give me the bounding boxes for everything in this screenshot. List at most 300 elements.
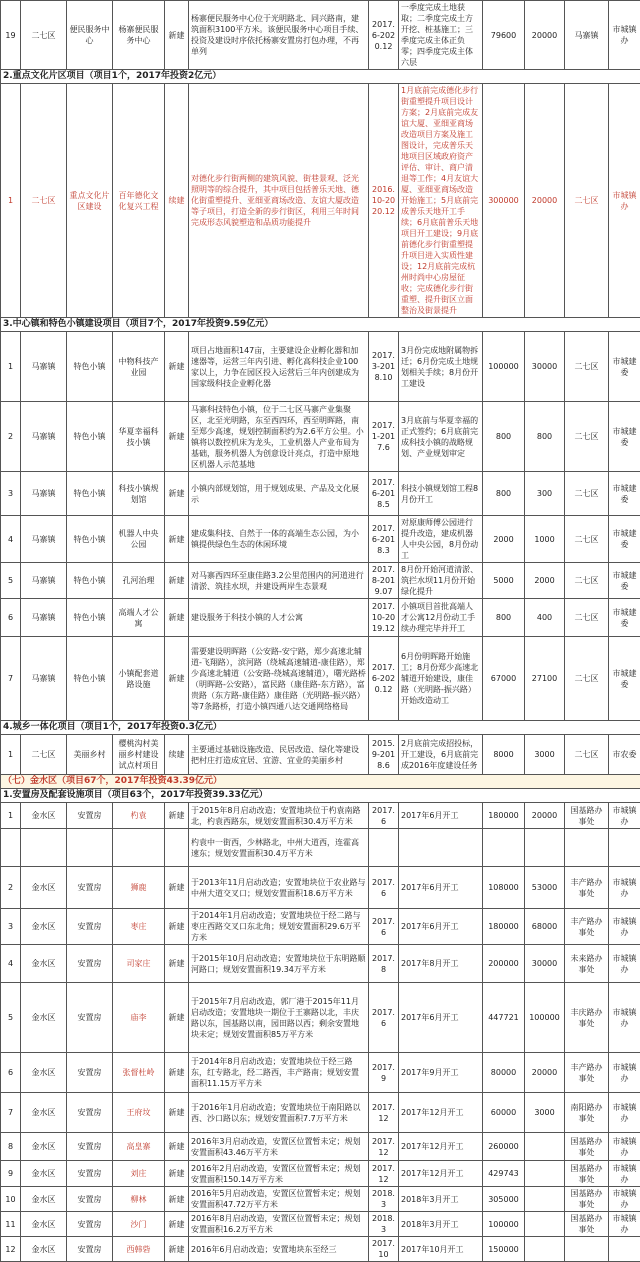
district: 二七区	[21, 735, 67, 775]
district: 金水区	[21, 867, 67, 909]
project-period: 2017.3-2018.10	[369, 332, 399, 402]
project-progress: 小镇项目首批高端人才公寓12月份动工手续办理完毕并开工	[399, 599, 483, 637]
project-content: 2016年5月启动改造，安置区位置暂未定；规划安置面积47.72万平方米	[189, 1187, 369, 1212]
project-progress: 6月份明晖路开始施工；8月份郑少高速北辅道开始建设，康佳路（光明路-振兴路）开始改造动工	[399, 637, 483, 721]
responsible-unit: 丰庆路办事处	[565, 983, 609, 1053]
lead-department: 市城镇办	[609, 1133, 640, 1161]
table-row	[1, 1093, 640, 1133]
project-content: 对马寨西四环至康佳路3.2公里范围内的河道进行清淤、筑挂水坝，并建设两岸生态景观	[189, 563, 369, 599]
district: 马寨镇	[21, 332, 67, 402]
project-period: 2017.6	[369, 909, 399, 945]
district: 二七区	[21, 84, 67, 318]
project-period: 2017.12	[369, 1161, 399, 1187]
row-no: 9	[1, 1161, 21, 1187]
total-investment: 100000	[483, 332, 525, 402]
project-period: 2017.6	[369, 803, 399, 829]
table-row	[1, 945, 640, 983]
project-progress: 2017年6月开工	[399, 983, 483, 1053]
build-status: 新建	[165, 1, 189, 70]
project-content: 2016年6月启动改造；安置地块东至经三	[189, 1237, 369, 1262]
project-progress: 2017年12月开工	[399, 1133, 483, 1161]
project-type: 特色小镇	[67, 472, 113, 516]
lead-department: 市城建委	[609, 599, 640, 637]
project-content: 于2015年10月启动改造；安置地块位于东明路顺河路口；规划安置面积19.34万平方米	[189, 945, 369, 983]
project-progress: 2017年10月开工	[399, 1237, 483, 1262]
project-type: 安置房	[67, 1133, 113, 1161]
district-header	[1, 775, 640, 789]
row-no: 2	[1, 867, 21, 909]
total-investment: 2000	[483, 516, 525, 563]
project-progress: 1月底前完成德化步行街重塑提升项目设计方案；2月底前完成友谊大厦、亚细亚商场改造项目方案及施工图设计，完成普乐天地项目区域政府资产评估、审计、商户清退等工作；4月友谊大厦、亚细亚商场改造开始施工；5月底前完成普乐天地开工手续；6月底前普乐天地项目开工建设；9月底前德化步行街重塑提升项目进入实质性建设；12月底前完成杭州时尚中心房屋征收；完成德化步行街重塑、提升街区立面整治及街景提升	[399, 84, 483, 318]
build-status: 新建	[165, 1212, 189, 1237]
project-type: 特色小镇	[67, 402, 113, 472]
responsible-unit: 国基路办事处	[565, 1187, 609, 1212]
table-row	[1, 909, 640, 945]
table-row	[1, 1161, 640, 1187]
row-no: 19	[1, 1, 21, 70]
project-period: 2017.10-2019.12	[369, 599, 399, 637]
project-period: 2017.10	[369, 1237, 399, 1262]
section-header	[1, 789, 640, 803]
total-investment: 60000	[483, 1093, 525, 1133]
district: 金水区	[21, 1187, 67, 1212]
table-row	[1, 84, 640, 318]
build-status: 续建	[165, 84, 189, 318]
project-content: 小镇内部规划馆，用于规划成果、产品及文化展示	[189, 472, 369, 516]
section-title: 3.中心镇和特色小镇建设项目（项目7个，2017年投资9.59亿元）	[1, 318, 640, 332]
district: 金水区	[21, 945, 67, 983]
project-period: 2017.6-2020.12	[369, 1, 399, 70]
project-period: 2017.6	[369, 867, 399, 909]
project-content: 杨寨便民服务中心位于光明路北、同兴路南，建筑面积3100平方米。该便民服务中心项目手续、投资及建设时序依托杨寨安置房打包办理，不再单列	[189, 1, 369, 70]
total-investment: 305000	[483, 1187, 525, 1212]
project-type: 特色小镇	[67, 516, 113, 563]
responsible-unit: 二七区	[565, 735, 609, 775]
project-progress: 2017年6月开工	[399, 867, 483, 909]
project-name: 科技小镇规划馆	[113, 472, 165, 516]
total-investment: 8000	[483, 735, 525, 775]
project-type: 特色小镇	[67, 563, 113, 599]
project-name: 小镇配套道路设施	[113, 637, 165, 721]
year-investment: 3000	[525, 1093, 565, 1133]
responsible-unit	[565, 829, 609, 867]
lead-department: 市城镇办	[609, 1187, 640, 1212]
year-investment: 2000	[525, 563, 565, 599]
row-no: 7	[1, 637, 21, 721]
project-period: 2017.6-2018.5	[369, 472, 399, 516]
district	[21, 829, 67, 867]
responsible-unit: 二七区	[565, 472, 609, 516]
build-status: 新建	[165, 563, 189, 599]
lead-department	[609, 829, 640, 867]
responsible-unit: 未来路办事处	[565, 945, 609, 983]
district: 马寨镇	[21, 402, 67, 472]
project-name: 沙门	[113, 1212, 165, 1237]
project-period: 2017.12	[369, 1133, 399, 1161]
project-type: 特色小镇	[67, 637, 113, 721]
district: 马寨镇	[21, 599, 67, 637]
total-investment: 429743	[483, 1161, 525, 1187]
project-name: 高皇寨	[113, 1133, 165, 1161]
total-investment: 67000	[483, 637, 525, 721]
lead-department: 市城建委	[609, 563, 640, 599]
build-status: 新建	[165, 1093, 189, 1133]
lead-department: 市农委	[609, 735, 640, 775]
year-investment: 3000	[525, 735, 565, 775]
project-name: 狮鹿	[113, 867, 165, 909]
year-investment	[525, 1133, 565, 1161]
row-no: 6	[1, 599, 21, 637]
project-progress: 3月底前与华夏幸福的正式签约；6月底前完成科技小镇的战略规划、产业规划审定	[399, 402, 483, 472]
total-investment: 100000	[483, 1212, 525, 1237]
table-row	[1, 1133, 640, 1161]
lead-department: 市城镇办	[609, 1, 640, 70]
project-progress	[399, 829, 483, 867]
project-period: 2016.10-2020.12	[369, 84, 399, 318]
table-row	[1, 1, 640, 70]
responsible-unit	[565, 1237, 609, 1262]
lead-department: 市城镇办	[609, 1161, 640, 1187]
project-type: 安置房	[67, 1161, 113, 1187]
project-content: 建设服务于科技小镇的人才公寓	[189, 599, 369, 637]
year-investment: 1000	[525, 516, 565, 563]
lead-department: 市城镇办	[609, 945, 640, 983]
responsible-unit: 二七区	[565, 637, 609, 721]
project-type: 特色小镇	[67, 332, 113, 402]
project-type: 安置房	[67, 1187, 113, 1212]
build-status: 新建	[165, 637, 189, 721]
project-content: 于2014年1月启动改造；安置地块位于经二路与枣庄西路交叉口东北角；规划安置面积29.6万平方米	[189, 909, 369, 945]
lead-department: 市城建委	[609, 516, 640, 563]
build-status: 新建	[165, 867, 189, 909]
project-type: 安置房	[67, 1053, 113, 1093]
project-content: 马寨科技特色小镇，位于二七区马寨产业集聚区，北至光明路，东至西四环，西至明晖路，南至郑少高速，规划控制面积约为2.6平方公里。小镇将以数控机床为龙头，工业机器人产业布局为基础，服务机器人为创意设计亮点，打造中原地区机器人示范基地	[189, 402, 369, 472]
project-progress: 2月底前完成招投标，开工建设，6月底前完成2016年度建设任务	[399, 735, 483, 775]
responsible-unit: 二七区	[565, 563, 609, 599]
row-no: 1	[1, 803, 21, 829]
lead-department: 市城镇办	[609, 909, 640, 945]
project-content: 杓袁中一街西，少林路北，中州大道西，连霍高速东；规划安置面积30.4万平方米	[189, 829, 369, 867]
row-no: 5	[1, 983, 21, 1053]
project-progress: 2017年12月开工	[399, 1161, 483, 1187]
project-type: 安置房	[67, 803, 113, 829]
project-progress: 2017年9月开工	[399, 1053, 483, 1093]
table-row	[1, 735, 640, 775]
responsible-unit: 马寨镇	[565, 1, 609, 70]
project-period: 2017.8	[369, 945, 399, 983]
project-name: 机器人中央公园	[113, 516, 165, 563]
responsible-unit: 丰产路办事处	[565, 867, 609, 909]
project-name	[113, 829, 165, 867]
project-name: 孔河治理	[113, 563, 165, 599]
table-row	[1, 472, 640, 516]
lead-department: 市城镇办	[609, 84, 640, 318]
year-investment: 100000	[525, 983, 565, 1053]
year-investment: 400	[525, 599, 565, 637]
district: 马寨镇	[21, 472, 67, 516]
responsible-unit: 丰产路办事处	[565, 909, 609, 945]
build-status: 新建	[165, 909, 189, 945]
project-name: 柳林	[113, 1187, 165, 1212]
total-investment: 800	[483, 402, 525, 472]
table-row	[1, 563, 640, 599]
project-type: 重点文化片区建设	[67, 84, 113, 318]
total-investment: 5000	[483, 563, 525, 599]
project-progress: 2017年12月开工	[399, 1093, 483, 1133]
project-type	[67, 829, 113, 867]
project-name: 枣庄	[113, 909, 165, 945]
year-investment: 30000	[525, 945, 565, 983]
district: 金水区	[21, 909, 67, 945]
build-status: 新建	[165, 332, 189, 402]
project-name: 刘庄	[113, 1161, 165, 1187]
year-investment	[525, 829, 565, 867]
responsible-unit: 二七区	[565, 599, 609, 637]
lead-department: 市城建委	[609, 637, 640, 721]
project-period: 2017.1-2017.6	[369, 402, 399, 472]
row-no: 2	[1, 402, 21, 472]
project-content: 于2014年8月启动改造；安置地块位于经三路东，红专路北，经二路西，丰产路南；规划安置面积11.15万平方米	[189, 1053, 369, 1093]
row-no: 3	[1, 472, 21, 516]
project-name: 庙李	[113, 983, 165, 1053]
district-title: （七）金水区（项目67个，2017年投资43.39亿元）	[1, 775, 640, 789]
row-no: 10	[1, 1187, 21, 1212]
project-content: 项目占地面积147亩，主要建设企业孵化器和加速器等，运营三年内引进、孵化高科技企业100家以上，力争在园区投入运营后三年内创建成为国家级科技企业孵化器	[189, 332, 369, 402]
total-investment: 800	[483, 599, 525, 637]
project-name: 杨寨便民服务中心	[113, 1, 165, 70]
build-status: 新建	[165, 402, 189, 472]
lead-department: 市城建委	[609, 402, 640, 472]
project-content: 于2015年8月启动改造；安置地块位于杓袁南路北，杓袁西路东，规划安置面积30.4万平方米	[189, 803, 369, 829]
project-name: 中物科技产业园	[113, 332, 165, 402]
project-period: 2015.9-2018.6	[369, 735, 399, 775]
section-title: 4.城乡一体化项目（项目1个，2017年投资0.3亿元）	[1, 721, 640, 735]
total-investment: 800	[483, 472, 525, 516]
table-row	[1, 332, 640, 402]
project-content: 建成集科技、自然于一体的高端生态公园，为小镇提供绿色生态的休闲环境	[189, 516, 369, 563]
project-progress: 2017年6月开工	[399, 909, 483, 945]
project-type: 美丽乡村	[67, 735, 113, 775]
project-name: 王府坟	[113, 1093, 165, 1133]
total-investment: 180000	[483, 909, 525, 945]
year-investment	[525, 1237, 565, 1262]
total-investment: 79600	[483, 1, 525, 70]
project-progress: 2018年3月开工	[399, 1212, 483, 1237]
lead-department: 市城镇办	[609, 1053, 640, 1093]
build-status: 新建	[165, 945, 189, 983]
build-status: 新建	[165, 472, 189, 516]
project-type: 安置房	[67, 1093, 113, 1133]
build-status: 新建	[165, 599, 189, 637]
project-period: 2017.12	[369, 1093, 399, 1133]
total-investment: 80000	[483, 1053, 525, 1093]
total-investment: 300000	[483, 84, 525, 318]
table-row	[1, 867, 640, 909]
row-no: 6	[1, 1053, 21, 1093]
project-name: 樱桃沟村美丽乡村建设试点村项目	[113, 735, 165, 775]
responsible-unit: 二七区	[565, 84, 609, 318]
year-investment: 27100	[525, 637, 565, 721]
total-investment: 200000	[483, 945, 525, 983]
year-investment: 30000	[525, 332, 565, 402]
build-status: 续建	[165, 735, 189, 775]
year-investment	[525, 1212, 565, 1237]
lead-department: 市城建委	[609, 332, 640, 402]
project-name: 高端人才公寓	[113, 599, 165, 637]
project-progress: 3月份完成地附属物拆迁；6月份完成土地规划相关手续；8月份开工建设	[399, 332, 483, 402]
project-period: 2018.3	[369, 1187, 399, 1212]
project-progress: 2017年6月开工	[399, 803, 483, 829]
total-investment: 260000	[483, 1133, 525, 1161]
project-type: 安置房	[67, 1212, 113, 1237]
project-content: 于2013年11月启动改造；安置地块位于农业路与中州大道交叉口；规划安置面积18.6万平方米	[189, 867, 369, 909]
table-row	[1, 402, 640, 472]
district: 金水区	[21, 983, 67, 1053]
responsible-unit: 国基路办事处	[565, 1133, 609, 1161]
district: 金水区	[21, 1093, 67, 1133]
district: 金水区	[21, 803, 67, 829]
year-investment	[525, 1161, 565, 1187]
district: 金水区	[21, 1161, 67, 1187]
project-name: 司家庄	[113, 945, 165, 983]
project-period: 2017.6	[369, 983, 399, 1053]
project-content: 主要通过基础设施改造、民居改造、绿化等建设把村庄打造成宜居、宜游、宜业的美丽乡村	[189, 735, 369, 775]
row-no	[1, 829, 21, 867]
build-status	[165, 829, 189, 867]
project-content: 需要建设明晖路（公安路-安宁路，郑少高速北辅道-飞翔路），滨河路（绕城高速辅道-康佳路），郑少高速北辅道（公安路-绕城高速辅道），曙光路桥（明晖路-公安路），富民路（康佳路-东方路），富贵路（东方路-康佳路）康佳路（光明路-振兴路）等7条路桥，打造小镇四通八达交通网络格局	[189, 637, 369, 721]
table-row	[1, 516, 640, 563]
project-type: 特色小镇	[67, 599, 113, 637]
project-content: 2016年3月启动改造，安置区位置暂未定；规划安置面积43.46万平方米	[189, 1133, 369, 1161]
project-progress: 科技小镇规划馆工程8月份开工	[399, 472, 483, 516]
year-investment: 53000	[525, 867, 565, 909]
table-row	[1, 599, 640, 637]
project-name: 华夏幸福科技小镇	[113, 402, 165, 472]
project-period: 2017.6-2020.12	[369, 637, 399, 721]
row-no: 7	[1, 1093, 21, 1133]
district: 马寨镇	[21, 637, 67, 721]
year-investment: 68000	[525, 909, 565, 945]
row-no: 1	[1, 332, 21, 402]
build-status: 新建	[165, 516, 189, 563]
build-status: 新建	[165, 1237, 189, 1262]
responsible-unit: 二七区	[565, 332, 609, 402]
row-no: 4	[1, 945, 21, 983]
district: 二七区	[21, 1, 67, 70]
project-type: 安置房	[67, 1237, 113, 1262]
total-investment: 447721	[483, 983, 525, 1053]
total-investment: 108000	[483, 867, 525, 909]
year-investment: 800	[525, 402, 565, 472]
project-type: 安置房	[67, 945, 113, 983]
table-row	[1, 983, 640, 1053]
project-period: 2017.9	[369, 1053, 399, 1093]
responsible-unit: 丰产路办事处	[565, 1053, 609, 1093]
project-period: 2018.3	[369, 1212, 399, 1237]
row-no: 4	[1, 516, 21, 563]
year-investment: 20000	[525, 1, 565, 70]
project-content: 于2016年1月启动改造；安置地块位于南阳路以西、沙口路以东；规划安置面积7.7万平方米	[189, 1093, 369, 1133]
lead-department: 市城镇办	[609, 803, 640, 829]
district: 金水区	[21, 1237, 67, 1262]
row-no: 5	[1, 563, 21, 599]
table-row	[1, 1053, 640, 1093]
project-name: 张督杜岭	[113, 1053, 165, 1093]
row-no: 3	[1, 909, 21, 945]
lead-department: 市城镇办	[609, 983, 640, 1053]
year-investment: 300	[525, 472, 565, 516]
project-progress: 对原康师傅公园进行提升改造，建成机器人中央公园，8月份动工	[399, 516, 483, 563]
lead-department: 市城镇办	[609, 1212, 640, 1237]
responsible-unit: 二七区	[565, 402, 609, 472]
responsible-unit: 国基路办事处	[565, 1212, 609, 1237]
section-title: 2.重点文化片区项目（项目1个，2017年投资2亿元）	[1, 70, 640, 84]
responsible-unit: 国基路办事处	[565, 803, 609, 829]
project-name: 西韩砦	[113, 1237, 165, 1262]
project-period	[369, 829, 399, 867]
build-status: 新建	[165, 983, 189, 1053]
total-investment	[483, 829, 525, 867]
project-period: 2017.8-2019.07	[369, 563, 399, 599]
project-period: 2017.6-2018.3	[369, 516, 399, 563]
responsible-unit: 南阳路办事处	[565, 1093, 609, 1133]
project-type: 安置房	[67, 983, 113, 1053]
lead-department: 市城镇办	[609, 1093, 640, 1133]
section-header	[1, 721, 640, 735]
responsible-unit: 二七区	[565, 516, 609, 563]
project-name: 百年德化文化复兴工程	[113, 84, 165, 318]
year-investment: 20000	[525, 84, 565, 318]
district: 金水区	[21, 1053, 67, 1093]
responsible-unit: 国基路办事处	[565, 1161, 609, 1187]
row-no: 12	[1, 1237, 21, 1262]
lead-department	[609, 1237, 640, 1262]
project-content: 2016年2月启动改造，安置区位置暂未定；规划安置面积150.14万平方米	[189, 1161, 369, 1187]
build-status: 新建	[165, 803, 189, 829]
table-row	[1, 1187, 640, 1212]
project-progress: 一季度完成土地获取；二季度完成土方开挖、桩基施工；三季度完成主体正负零；四季度完成主体六层	[399, 1, 483, 70]
project-content: 对德化步行街两侧的建筑风貌、街巷景观、泛光照明等的综合提升，其中项目包括普乐天地、德化街重塑提升、亚细亚商场改造、友谊大厦改造等子项目，打造全新的步行街区，利用三年时间完成形态风貌塑造和品质功能提升	[189, 84, 369, 318]
row-no: 8	[1, 1133, 21, 1161]
district: 金水区	[21, 1133, 67, 1161]
build-status: 新建	[165, 1161, 189, 1187]
section-header	[1, 70, 640, 84]
table-row	[1, 1237, 640, 1262]
project-type: 安置房	[67, 909, 113, 945]
build-status: 新建	[165, 1133, 189, 1161]
build-status: 新建	[165, 1053, 189, 1093]
project-name: 杓袁	[113, 803, 165, 829]
total-investment: 180000	[483, 803, 525, 829]
row-no: 1	[1, 84, 21, 318]
year-investment: 20000	[525, 803, 565, 829]
project-type: 安置房	[67, 867, 113, 909]
project-progress: 2017年8月开工	[399, 945, 483, 983]
year-investment	[525, 1187, 565, 1212]
year-investment: 20000	[525, 1053, 565, 1093]
project-content: 2016年8月启动改造，安置区位置暂未定；规划安置面积16.2万平方米	[189, 1212, 369, 1237]
row-no: 11	[1, 1212, 21, 1237]
table-row	[1, 829, 640, 867]
district: 马寨镇	[21, 516, 67, 563]
project-type: 便民服务中心	[67, 1, 113, 70]
section-title: 1.安置房及配套设施项目（项目63个，2017年投资39.33亿元）	[1, 789, 640, 803]
table-row	[1, 1212, 640, 1237]
lead-department: 市城建委	[609, 472, 640, 516]
total-investment: 150000	[483, 1237, 525, 1262]
project-content: 于2015年7月启动改造，郭厂港于2015年11月启动改造；安置地块一期位于王寨路以北，丰庆路以东，国基路以南，园田路以西；剩余安置地块未定；规划安置面积85万平方米	[189, 983, 369, 1053]
district: 马寨镇	[21, 563, 67, 599]
